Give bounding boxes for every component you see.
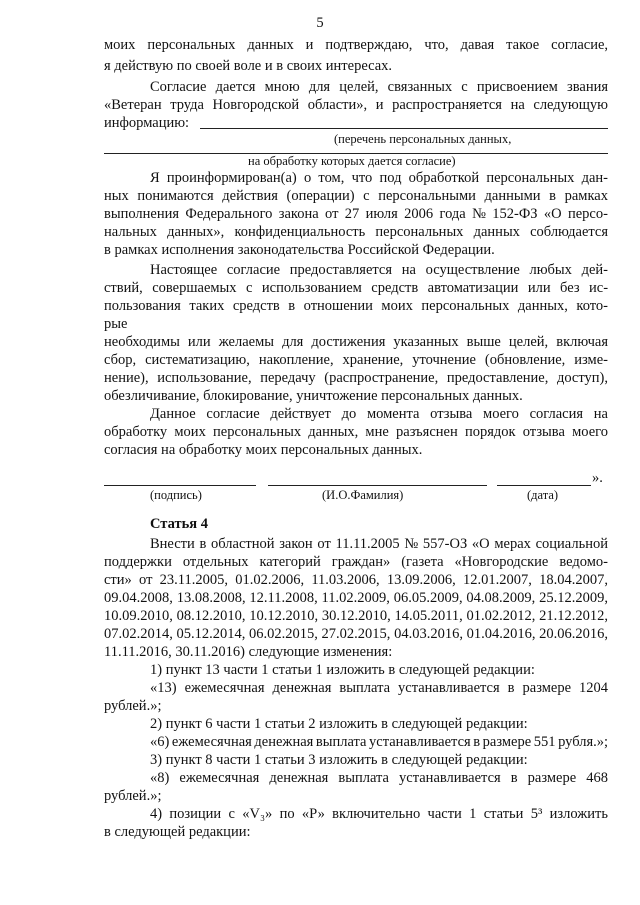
text-line: рублей.»; [104,698,162,714]
text-line: 11.11.2016, 30.11.2016) следующие изменения: [104,644,393,660]
text-line: Данное согласие действует до момента отзыва моего согласия на [150,406,608,422]
text-line: согласия на обработку моих персональных данных. [104,442,423,458]
text-line: Настоящее согласие предоставляется на осуществление любых дей- [150,262,608,278]
fill-in-line [200,128,608,129]
text-line: 2) пункт 6 части 1 статьи 2 изложить в следующей редакции: [150,716,528,732]
name-caption: (И.О.Фамилия) [322,488,404,502]
text-line: я действую по своей воле и в своих интересах. [104,58,393,74]
text-line: 07.02.2014, 05.12.2014, 06.02.2015, 27.02.2015, 04.03.2016, 01.04.2016, 20.06.2016, [104,626,608,642]
signature-line [104,485,256,486]
name-line [268,485,487,486]
text-line: Я проинформирован(а) о том, что под обработкой персональных дан- [150,170,608,186]
text-line: необходимы или желаемы для достижения указанных выше целей, включая [104,334,609,350]
text-line: рублей.»; [104,788,162,804]
field-caption: на обработку которых дается согласие) [248,154,456,168]
text-line: пользования таких средств в отношении моих персональных данных, кото- [104,298,608,314]
text-line: выполнения Федерального закона от 27 июля 2006 года № 152-ФЗ «О персо- [104,206,608,222]
text-line: Согласие дается мною для целей, связанных с присвоением звания [150,79,609,95]
text-line: обработку моих персональных данных, мне разъяснен порядок отзыва моего [104,424,608,440]
text-line: ствий, совершаемых с использованием средств автоматизации или без ис- [104,280,609,296]
text-line: информацию: [104,115,190,131]
page-number: 5 [316,15,324,31]
text-line: нальных данных», конфиденциальность персональных данных соблюдается [104,224,609,240]
text-line: 1) пункт 13 части 1 статьи 1 изложить в следующей редакции: [150,662,535,678]
text-line: рые [104,316,128,332]
text-line: в рамках исполнения законодательства Российской Федерации. [104,242,495,258]
text-line: 10.09.2010, 08.12.2010, 10.12.2010, 30.12.2010, 14.05.2011, 01.02.2012, 21.12.2012, [104,608,608,624]
date-line [497,485,591,486]
field-caption: (перечень персональных данных, [334,132,512,146]
text-line: поддержки отдельных категорий граждан» (газета «Новгородские ведомо- [104,554,608,570]
text-line: сбор, систематизацию, накопление, хранение, уточнение (обновление, изме- [104,352,608,368]
closing-quote: ». [592,470,603,486]
text-line: 09.04.2008, 13.08.2008, 12.11.2008, 11.02.2009, 06.05.2009, 04.08.2009, 25.12.2009, [104,590,608,606]
signature-caption: (подпись) [150,488,202,502]
text-line: Внести в областной закон от 11.11.2005 № 557-ОЗ «О мерах социальной [150,536,608,552]
text-line: сти» от 23.11.2005, 01.02.2006, 11.03.2006, 13.09.2006, 12.01.2007, 18.04.2007, [104,572,608,588]
text-line: нение), использование, передачу (распространение, предоставление, доступ), [104,370,608,386]
text-line: 3) пункт 8 части 1 статьи 3 изложить в следующей редакции: [150,752,528,768]
text-line: в следующей редакции: [104,824,251,840]
text-line: моих персональных данных и подтверждаю, что, давая такое согласие, [104,37,609,53]
text-line: ных понимаются действия (операции) с персональными данными в рамках [104,188,608,204]
article-heading: Статья 4 [150,516,208,532]
text-line: «6) ежемесячная денежная выплата устанавливается в размере 551 рубля.»; [150,734,609,750]
text-line: «Ветеран труда Новгородской области», и распространяется на следующую [104,97,609,113]
text-line: «8) ежемесячная денежная выплата устанавливается в размере 468 [150,770,609,786]
text-line: «13) ежемесячная денежная выплата устанавливается в размере 1204 [150,680,609,696]
text-line: 4) позиции с «V₃» по «Р» включительно части 1 статьи 5³ изложить [150,806,608,822]
date-caption: (дата) [527,488,559,502]
text-line: обезличивание, блокирование, уничтожение персональных данных. [104,388,523,404]
